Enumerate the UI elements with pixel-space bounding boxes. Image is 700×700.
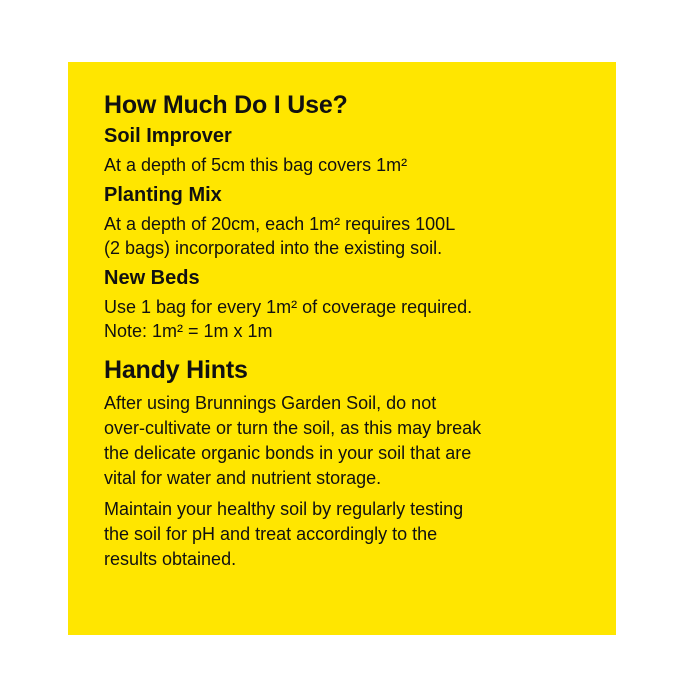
soil-improver-text: At a depth of 5cm this bag covers 1m² bbox=[104, 155, 408, 175]
new-beds-heading: New Beds bbox=[104, 267, 200, 289]
hints-paragraph-2: Maintain your healthy soil by regularly testing the soil for pH and treat accordingly to the results obtained. bbox=[104, 499, 464, 569]
info-panel bbox=[68, 62, 616, 635]
soil-improver-heading: Soil Improver bbox=[104, 125, 232, 147]
planting-mix-text: At a depth of 20cm, each 1m² requires 100L (2 bags) incorporated into the existing soil. bbox=[104, 214, 456, 258]
hints-title: Handy Hints bbox=[104, 356, 248, 384]
planting-mix-heading: Planting Mix bbox=[104, 184, 222, 206]
hints-paragraph-1: After using Brunnings Garden Soil, do not over-cultivate or turn the soil, as this may break the delicate organic bonds in your soil that are vital for water and nutrient storage. bbox=[104, 393, 482, 488]
new-beds-text: Use 1 bag for every 1m² of coverage required. Note: 1m² = 1m x 1m bbox=[104, 297, 473, 341]
usage-title: How Much Do I Use? bbox=[104, 91, 348, 119]
